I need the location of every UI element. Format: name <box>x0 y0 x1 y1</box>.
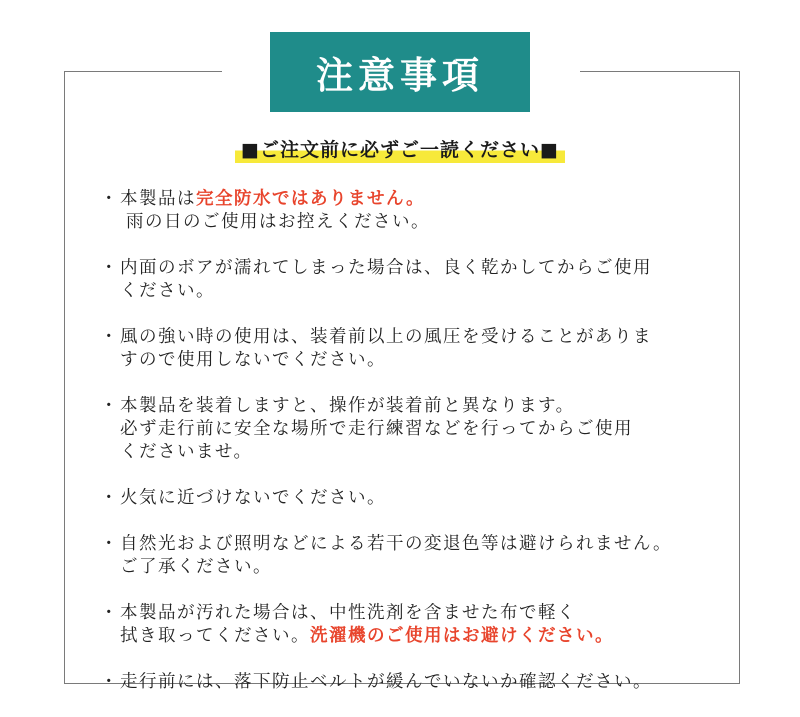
list-item: ・ 本製品を装着しますと、操作が装着前と異なります。 必ず走行前に安全な場所で走行練習などを行ってからご使用 くださいませ。 <box>100 396 633 462</box>
bullet-mark: ・ <box>100 534 119 554</box>
list-item: ・ 本製品は完全防水ではありません。 雨の日のご使用はお控えください。 <box>100 189 430 232</box>
frame-top-left-line <box>64 71 222 72</box>
list-item: ・ 火気に近づけないでください。 <box>100 488 386 508</box>
bullet-mark: ・ <box>100 396 119 416</box>
page-title: 注意事項 <box>270 32 530 112</box>
notice-list <box>100 188 740 717</box>
warning-text: 完全防水ではありません。 <box>196 189 426 209</box>
frame-top-right-line <box>580 71 740 72</box>
list-item: ・ 走行前には、落下防止ベルトが緩んでいないか確認ください。 <box>100 672 652 692</box>
list-item: ・ 内面のボアが濡れてしまった場合は、良く乾かしてからご使用 ください。 <box>100 258 652 301</box>
list-item: ・ 風の強い時の使用は、装着前以上の風圧を受けることがありま すので使用しないでください。 <box>100 327 652 370</box>
bullet-mark: ・ <box>100 603 119 623</box>
bullet-mark: ・ <box>100 258 119 278</box>
list-item: ・ 本製品が汚れた場合は、中性洗剤を含ませた布で軽く 拭き取ってください。洗濯機のご使用はお避けください。 <box>100 603 614 646</box>
bullet-mark: ・ <box>100 327 119 347</box>
bullet-mark: ・ <box>100 488 119 508</box>
read-before-order-banner: ■ご注文前に必ずご一読ください■ <box>235 136 565 164</box>
warning-text: 洗濯機のご使用はお避けください。 <box>310 626 614 646</box>
bullet-mark: ・ <box>100 189 119 209</box>
bullet-mark: ・ <box>100 672 119 692</box>
list-item: ・ 自然光および照明などによる若干の変退色等は避けられません。 ご了承ください。 <box>100 534 673 577</box>
banner-row <box>0 136 800 164</box>
